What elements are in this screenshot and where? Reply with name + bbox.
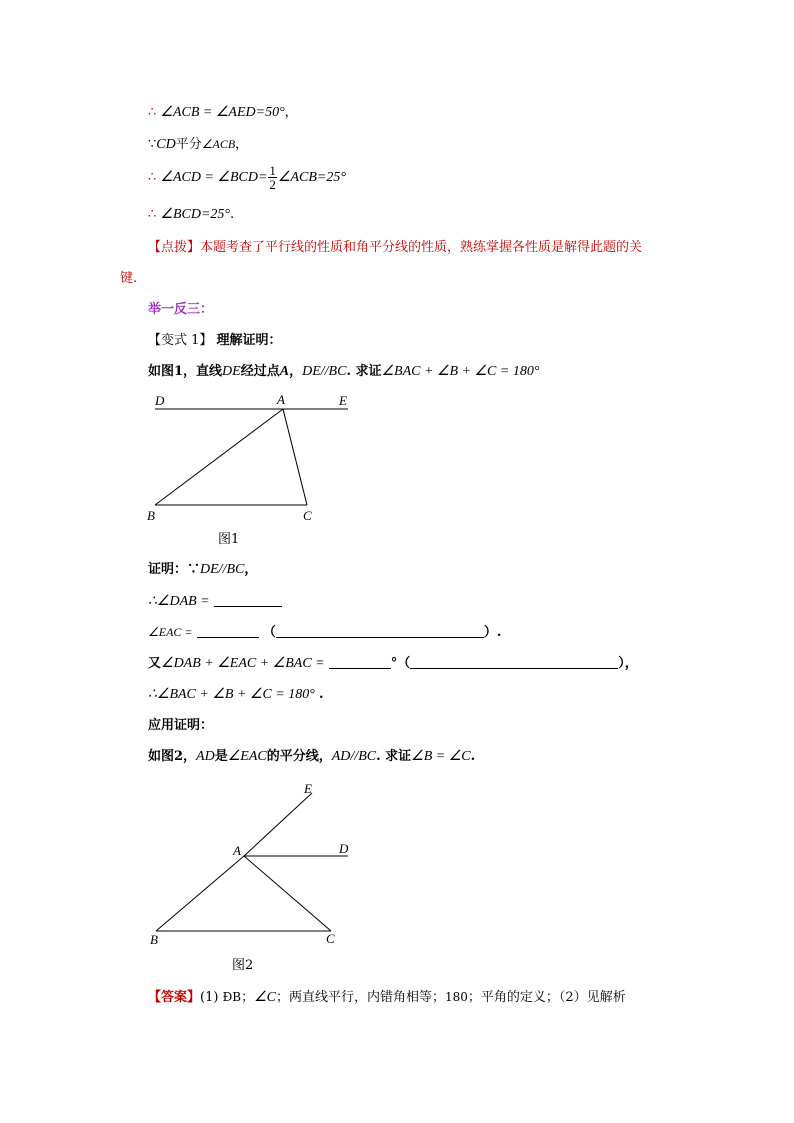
punctuation: ；	[241, 990, 255, 1005]
problem-text: . 求证	[346, 364, 382, 379]
angle-eac-prompt: ∠EAC =	[148, 625, 193, 639]
problem-text: . 求证	[376, 749, 412, 764]
angle-acb: ∠ACB	[201, 137, 236, 151]
conclusion-equation: ∴∠BAC + ∠B + ∠C = 180°	[148, 687, 315, 702]
figure-1-caption: 图1	[218, 532, 240, 547]
punctuation: ，	[289, 364, 303, 379]
fraction-numerator: 1	[269, 163, 276, 178]
side-ac	[244, 856, 331, 931]
variant-tag: 【变式 1】	[148, 333, 213, 348]
problem-text: 经过点	[240, 364, 280, 379]
ray-ad: AD	[196, 749, 215, 764]
punctuation: ，	[244, 562, 258, 577]
therefore-symbol: ∴	[148, 105, 157, 120]
also-text: 又	[148, 656, 162, 671]
problem-text: 的平分线，	[266, 749, 332, 764]
answer-reason-2: ；平角的定义；（2）见解析	[467, 990, 626, 1005]
section-title: 举一反三：	[148, 302, 214, 317]
label-a: A	[277, 392, 285, 407]
hint-text: 本题考查了平行线的性质和角平分线的性质，熟练掌握各性质是解得此题的关	[200, 240, 643, 255]
because-symbol: ∵	[148, 137, 157, 152]
angle-equation: ∠ACB = ∠AED=50°	[160, 105, 285, 120]
bisect-text: 平分	[175, 137, 202, 152]
therefore-symbol: ∴	[148, 170, 157, 185]
point-a: A	[279, 364, 290, 379]
hint-text-continued: 键.	[120, 271, 138, 286]
line-de: DE	[222, 364, 241, 379]
paren-open: （	[262, 625, 276, 640]
angle-equation: ∠ACD = ∠BCD=	[160, 170, 268, 185]
punctuation: ，	[284, 105, 298, 120]
angle-eac: ∠EAC	[227, 749, 267, 764]
label-c: C	[326, 931, 335, 946]
label-d: D	[339, 841, 349, 856]
claim-equation: ∠BAC + ∠B + ∠C = 180°	[381, 364, 540, 379]
label-e: E	[304, 781, 312, 796]
parallel-statement: AD//BC	[331, 749, 377, 764]
paren-close: ）.	[483, 625, 502, 640]
parallel-statement: DE//BC	[302, 364, 347, 379]
variant-title: 理解证明：	[216, 333, 282, 348]
answer-part-1: (1)	[200, 990, 219, 1005]
segment-cd: CD	[156, 137, 176, 152]
angle-equation-result: ∠ACB=25°	[277, 170, 346, 185]
fraction-denominator: 2	[269, 177, 276, 192]
problem-text: 是	[214, 749, 228, 764]
answer-180: 180	[445, 990, 468, 1004]
label-c: C	[303, 508, 312, 523]
punctuation: .	[318, 687, 324, 702]
problem-text: 如图2，	[148, 749, 197, 764]
angle-dab-prompt: ∴∠DAB =	[148, 594, 210, 609]
answer-line	[148, 988, 626, 1007]
answer-reason-1: ；两直线平行，内错角相等；	[276, 990, 446, 1005]
punctuation: ，	[235, 137, 249, 152]
answer-angle-c: ∠C	[254, 990, 276, 1005]
problem-text: 如图1，直线	[148, 364, 223, 379]
claim-equation: ∠B = ∠C	[411, 749, 471, 764]
side-ab	[156, 856, 244, 931]
paren-close: ），	[618, 656, 638, 671]
hint-tag: 【点拨】	[148, 240, 201, 255]
label-b: B	[147, 508, 155, 523]
angle-sum-prompt: ∠DAB + ∠EAC + ∠BAC =	[161, 656, 325, 671]
label-a: A	[233, 843, 241, 858]
therefore-symbol: ∴	[148, 207, 157, 222]
punctuation: .	[230, 207, 235, 222]
ray-ae	[244, 793, 312, 856]
answer-tag: 【答案】	[148, 990, 201, 1005]
proof-start: 证明：∵	[148, 562, 201, 577]
angle-equation: ∠BCD=25°	[160, 207, 231, 222]
figure-2-caption: 图2	[232, 958, 254, 973]
label-e: E	[339, 393, 347, 408]
label-d: D	[155, 393, 165, 408]
parallel-statement: DE//BC	[200, 562, 245, 577]
apply-title: 应用证明：	[148, 718, 214, 733]
punctuation: .	[470, 749, 476, 764]
answer-angle-b: ÐB	[222, 990, 242, 1004]
label-b: B	[150, 932, 158, 947]
degree-paren: °（	[390, 656, 411, 671]
